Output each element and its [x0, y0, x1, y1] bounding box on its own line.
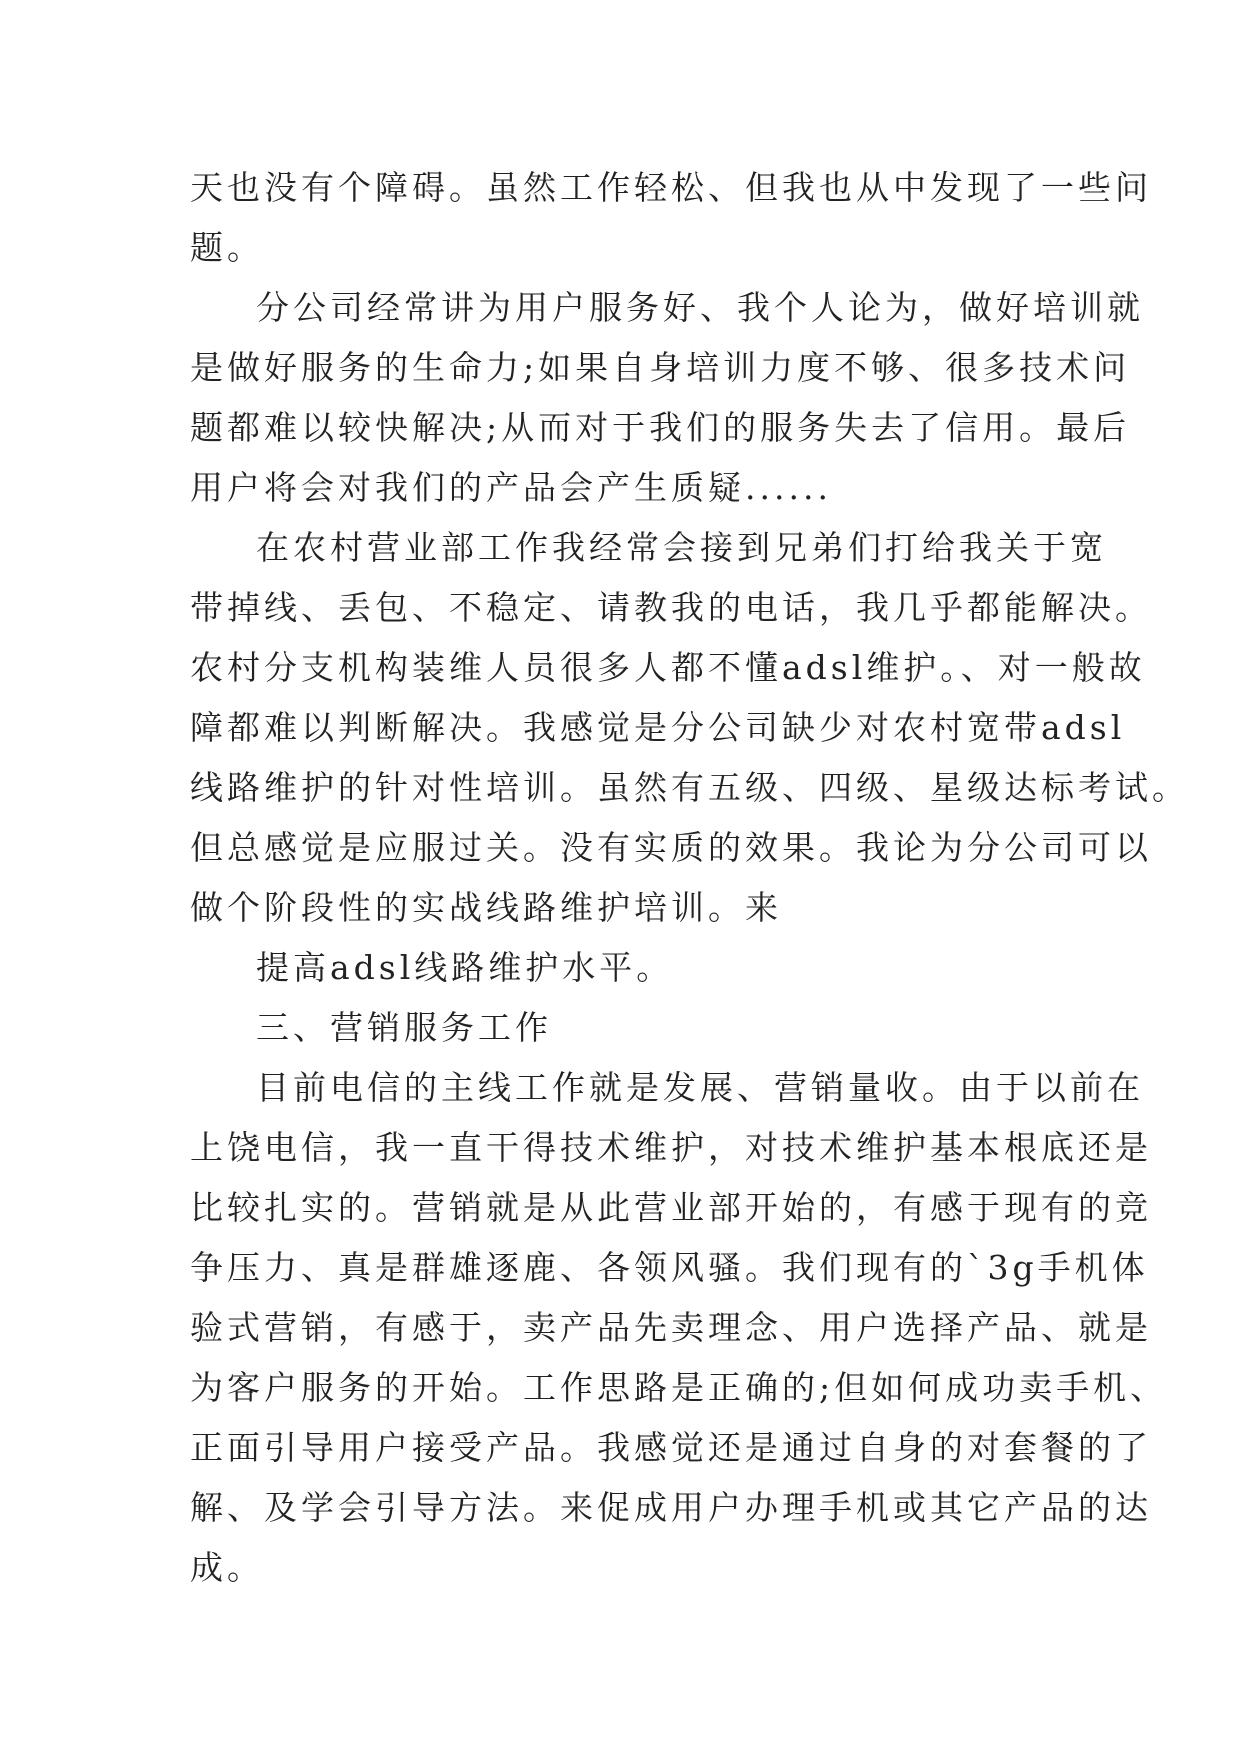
text-line: 正面引导用户接受产品。我感觉还是通过自身的对套餐的了: [190, 1428, 1152, 1467]
text-line: 解、及学会引导方法。来促成用户办理手机或其它产品的达: [190, 1488, 1152, 1527]
text-line: 但总感觉是应服过关。没有实质的效果。我论为分公司可以: [190, 828, 1152, 867]
text-line: 比较扎实的。营销就是从此营业部开始的，有感于现有的竞: [190, 1188, 1152, 1227]
text-line: 是做好服务的生命力;如果自身培训力度不够、很多技术问: [190, 348, 1131, 387]
text-line: 题。: [190, 228, 264, 267]
text-line: 成。: [190, 1548, 264, 1587]
paragraph-start-line: 提高adsl线路维护水平。: [256, 948, 674, 987]
text-line: 做个阶段性的实战线路维护培训。来: [190, 888, 782, 927]
text-line: 障都难以判断解决。我感觉是分公司缺少对农村宽带adsl: [190, 708, 1126, 747]
paragraph-start-line: 目前电信的主线工作就是发展、营销量收。由于以前在: [256, 1068, 1144, 1107]
text-line: 争压力、真是群雄逐鹿、各领风骚。我们现有的`3g手机体: [190, 1248, 1149, 1287]
text-line: 农村分支机构装维人员很多人都不懂adsl维护。、对一般故: [190, 648, 1146, 687]
text-line: 题都难以较快解决;从而对于我们的服务失去了信用。最后: [190, 408, 1131, 447]
section-heading: 三、营销服务工作: [256, 1008, 552, 1047]
paragraph-start-line: 分公司经常讲为用户服务好、我个人论为，做好培训就: [256, 288, 1144, 327]
body-text: [190, 158, 1189, 1598]
text-line: 带掉线、丢包、不稳定、请教我的电话，我几乎都能解决。: [190, 588, 1152, 627]
text-line: 上饶电信，我一直干得技术维护，对技术维护基本根底还是: [190, 1128, 1152, 1167]
text-line: 验式营销，有感于，卖产品先卖理念、用户选择产品、就是: [190, 1308, 1152, 1347]
text-line: 为客户服务的开始。工作思路是正确的;但如何成功卖手机、: [190, 1368, 1168, 1407]
paragraph-start-line: 在农村营业部工作我经常会接到兄弟们打给我关于宽: [256, 528, 1107, 567]
text-line: 天也没有个障碍。虽然工作轻松、但我也从中发现了一些问: [190, 168, 1152, 207]
text-line: 线路维护的针对性培训。虽然有五级、四级、星级达标考试。: [190, 768, 1189, 807]
text-line: 用户将会对我们的产品会产生质疑......: [190, 468, 832, 507]
